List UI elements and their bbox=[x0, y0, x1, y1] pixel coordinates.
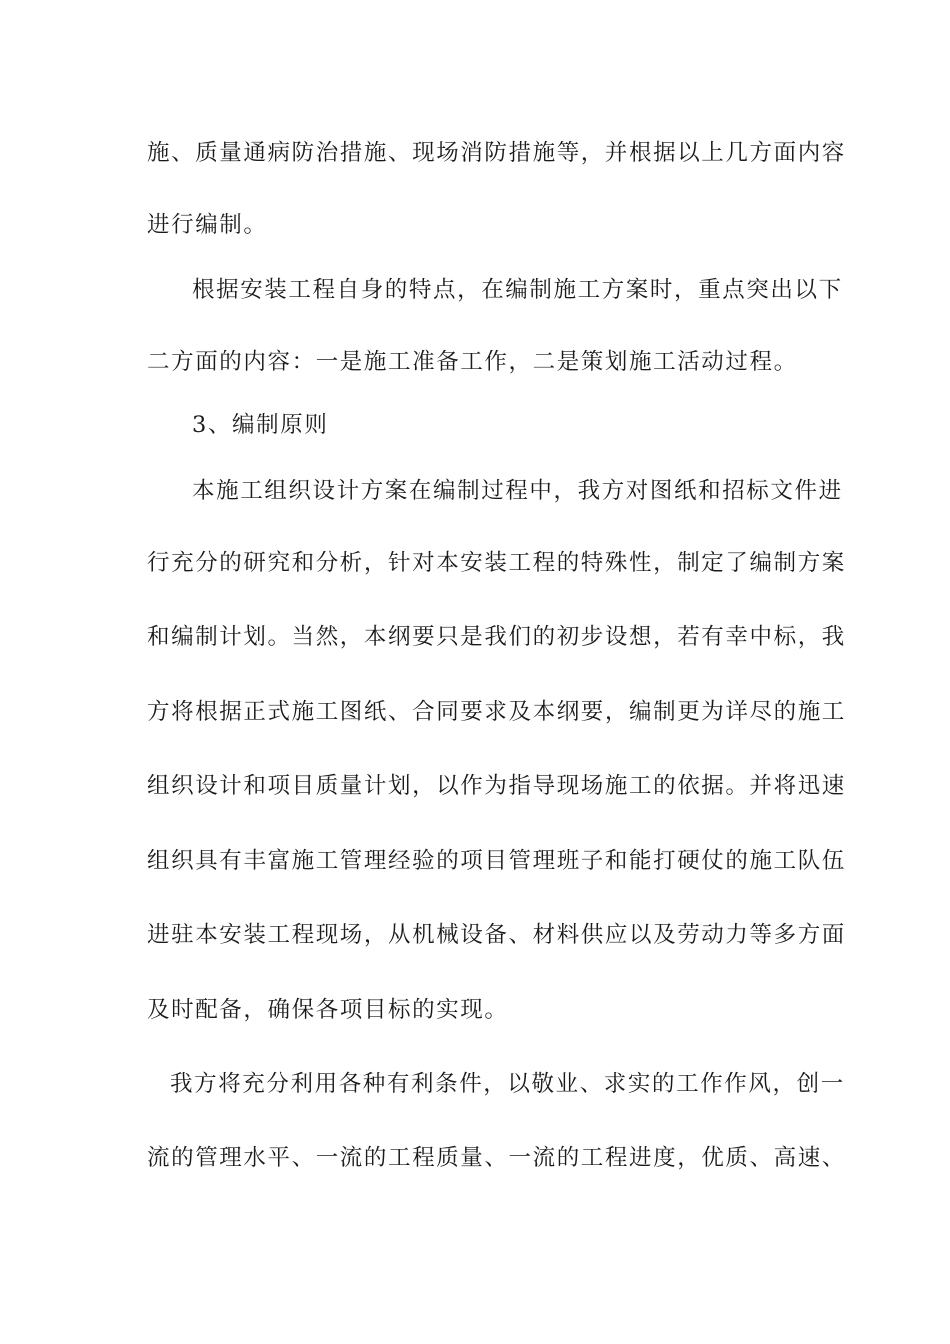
text-line: 进驻本安装工程现场，从机械设备、材料供应以及劳动力等多方面 bbox=[147, 922, 846, 948]
paragraph-start-line: 本施工组织设计方案在编制过程中，我方对图纸和招标文件进 bbox=[192, 478, 843, 504]
text-line: 组织设计和项目质量计划，以作为指导现场施工的依据。并将迅速 bbox=[147, 773, 846, 799]
text-line: 进行编制。 bbox=[147, 212, 268, 238]
text-line: 二方面的内容：一是施工准备工作，二是策划施工活动过程。 bbox=[147, 349, 798, 375]
paragraph-start-line: 我方将充分利用各种有利条件，以敬业、求实的工作作风，创一 bbox=[170, 1071, 845, 1097]
text-line: 流的管理水平、一流的工程质量、一流的工程进度，优质、高速、 bbox=[147, 1145, 846, 1171]
text-line: 施、质量通病防治措施、现场消防措施等，并根据以上几方面内容 bbox=[147, 140, 846, 166]
text-line: 及时配备，确保各项目标的实现。 bbox=[147, 997, 509, 1023]
text-line: 组织具有丰富施工管理经验的项目管理班子和能打硬仗的施工队伍 bbox=[147, 848, 846, 874]
text-line: 方将根据正式施工图纸、合同要求及本纲要，编制更为详尽的施工 bbox=[147, 699, 846, 725]
section-heading: 3、编制原则 bbox=[192, 412, 329, 438]
text-line: 行充分的研究和分析，针对本安装工程的特殊性，制定了编制方案 bbox=[147, 550, 846, 576]
text-line: 和编制计划。当然，本纲要只是我们的初步设想，若有幸中标，我 bbox=[147, 624, 846, 650]
paragraph-start-line: 根据安装工程自身的特点，在编制施工方案时，重点突出以下 bbox=[192, 277, 843, 303]
